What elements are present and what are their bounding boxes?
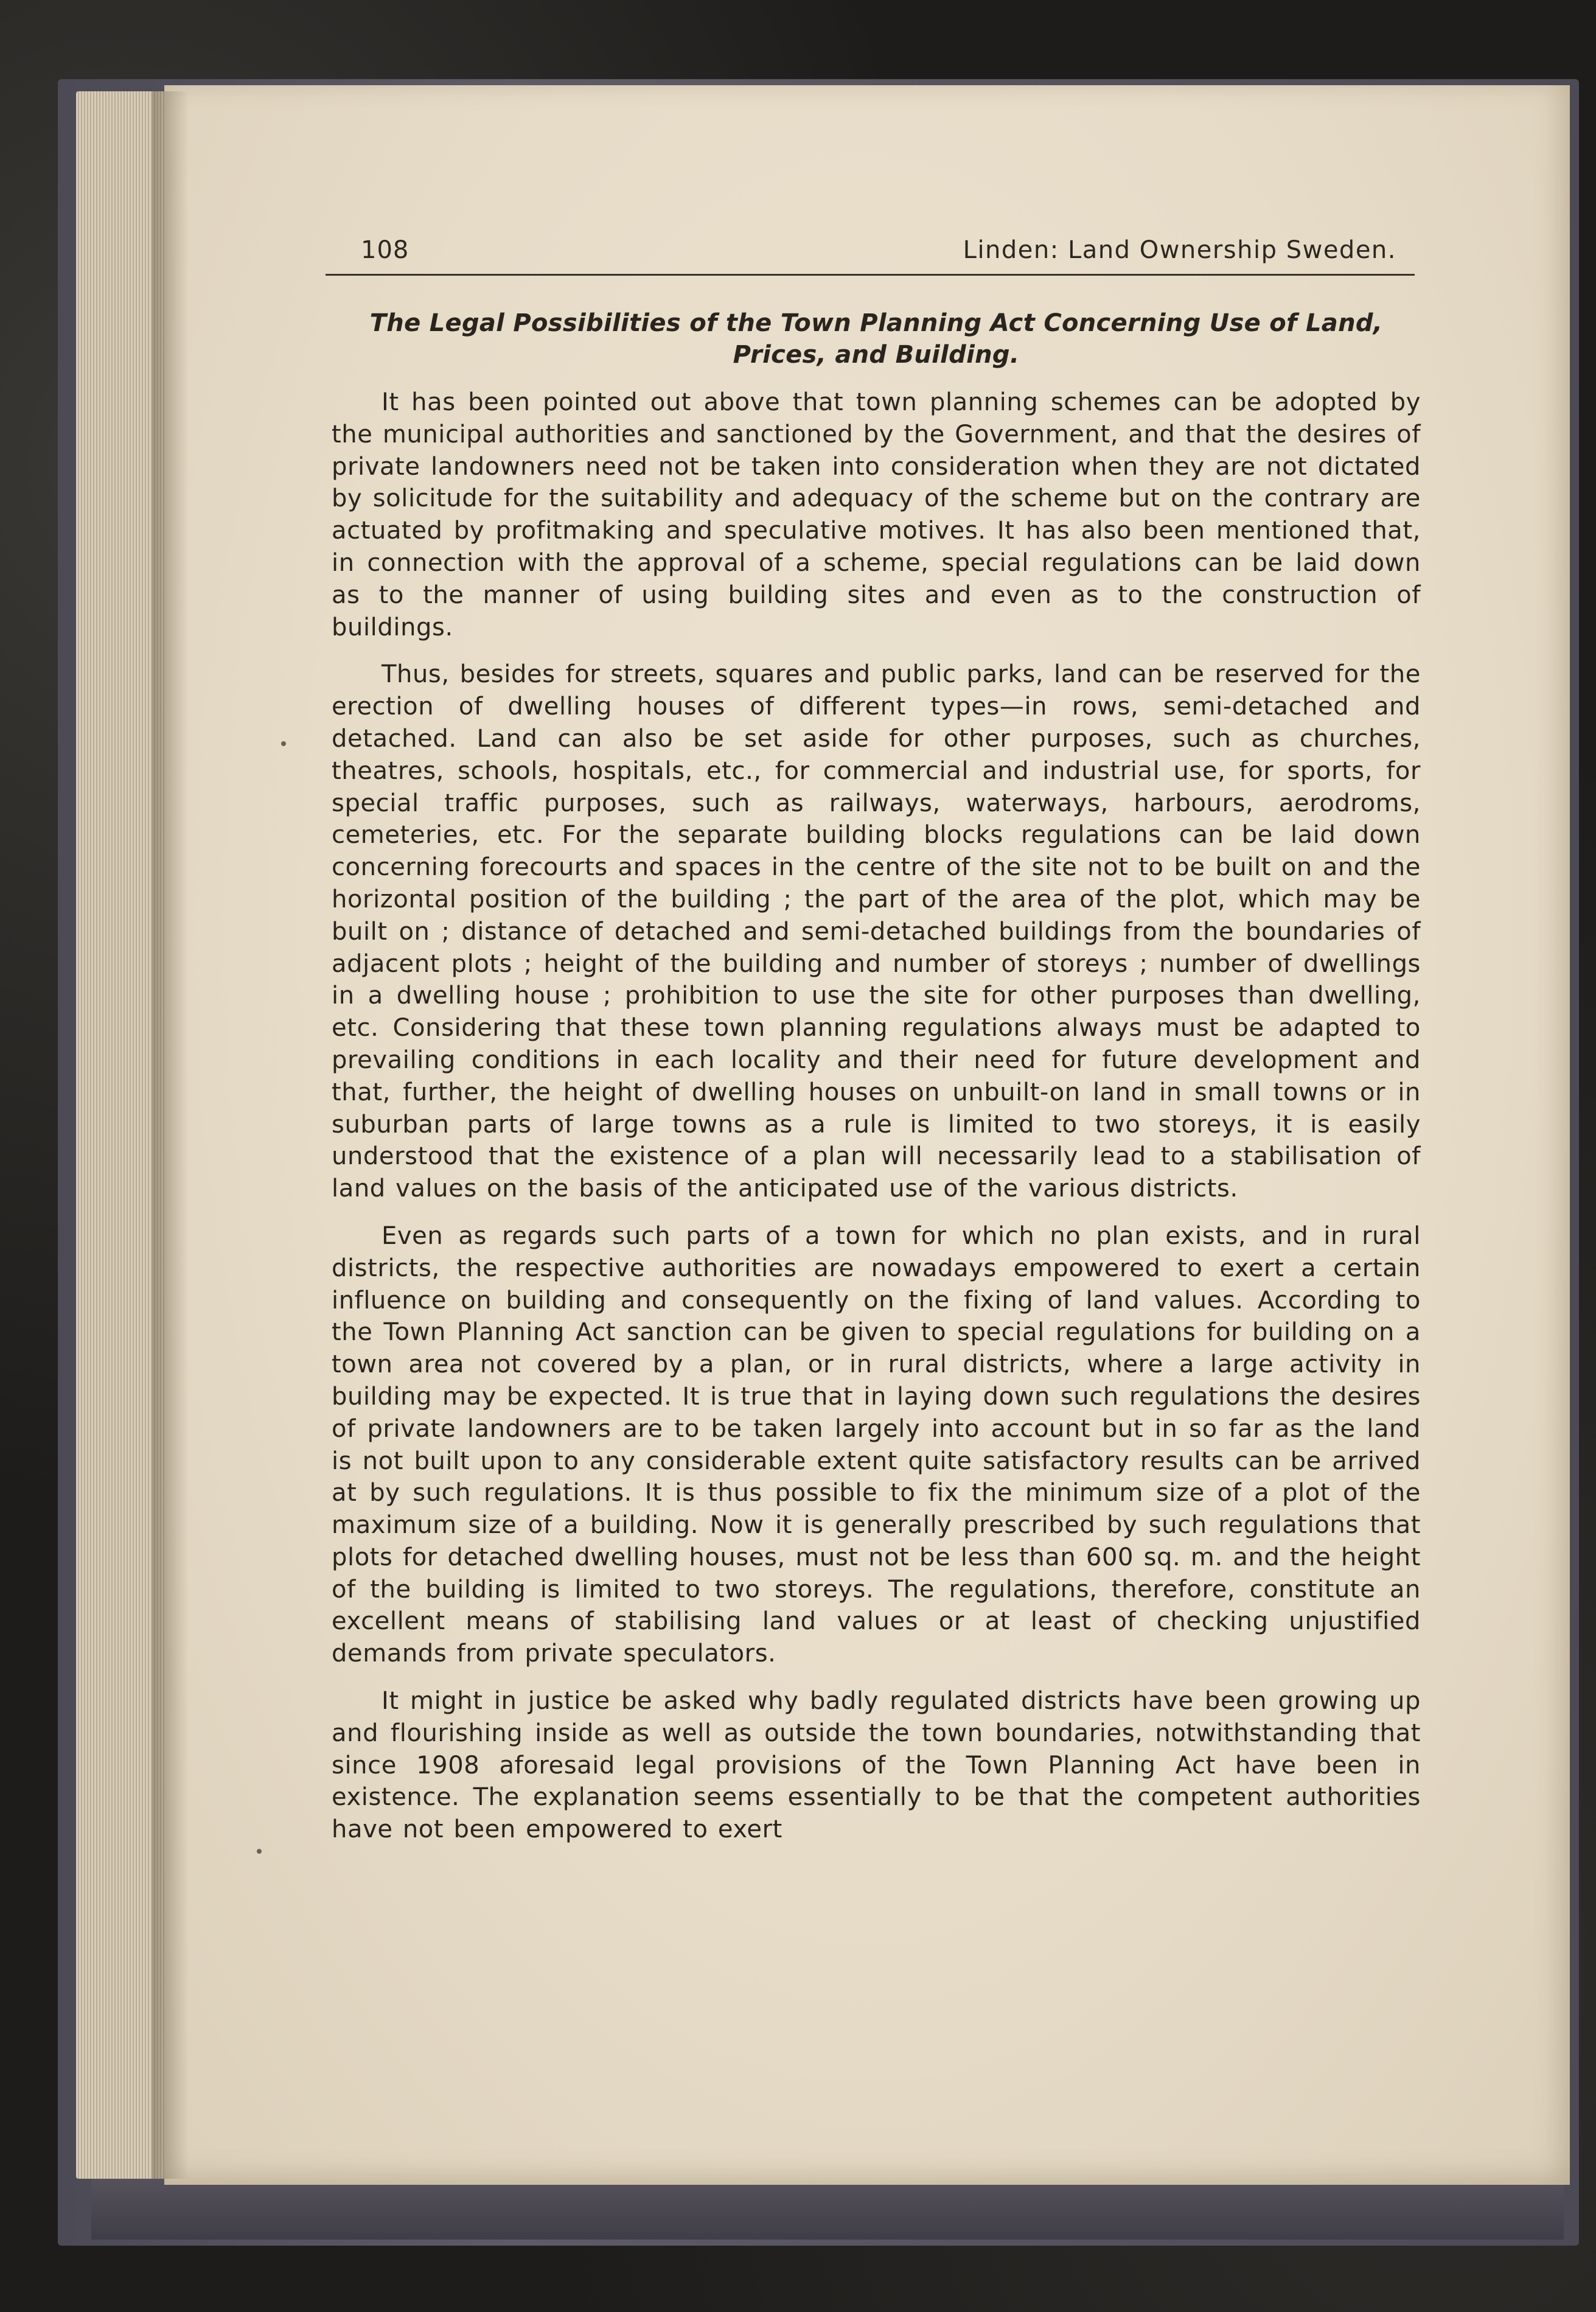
paragraph: Thus, besides for streets, squares and public parks, land can be reserved for the erection of dwelling houses of different types—in rows, semi-detached and detached. Land can also be set aside for other purposes, such as churches, theatres, schools, hospitals, etc., for commercial and industrial use, for sports, for special traffic purposes, such as railways, waterways, harbours, aerodroms, cemeteries, etc. For the separate building blocks regulations can be laid down concerning forecourts and spaces in the centre of the site not to be built on and the horizontal position of the building ; the part of the area of the plot, which may be built on ; distance of detached and semi-detached buildings from the boundaries of adjacent plots ; height of the building and number of storeys ; number of dwellings in a dwelling house ; prohibition to use the site for other purposes than dwelling, etc. Considering that these town planning regulations always must be adapted to prevailing conditions in each locality and their need for future development and that, further, the height of dwelling houses on unbuilt-on land in small towns or in suburban parts of large towns as a rule is limited to two storeys, it is easily understood that the existence of a plan will necessarily lead to a stabilisation of land values on the basis of the anticipated use of the various districts. — [332, 660, 1421, 1203]
margin-speck — [257, 1849, 262, 1854]
page-number: 108 — [361, 236, 409, 264]
paragraph: Even as regards such parts of a town for which no plan exists, and in rural districts, the respective authorities are nowadays empowered to exert a certain influence on building and consequently on the fixing of land values. According to the Town Planning Act sanction can be given to special regulations for building on a town area not covered by a plan, or in rural districts, where a large activity in building may be expected. It is true that in laying down such regulations the desires of private landowners are to be taken largely into account but in so far as the land is not built upon to any considerable extent quite satisfactory results can be arrived at by such regulations. It is thus possible to fix the minimum size of a plot of the maximum size of a building. Now it is generally prescribed by such regulations that plots for detached dwelling houses, must not be less than 600 sq. m. and the height of the building is limited to two storeys. The regulations, therefore, constitute an excellent means of stabilising land values or at least of checking unjustified demands from private speculators. — [332, 1221, 1421, 1668]
gutter-shadow — [152, 91, 189, 2179]
margin-speck — [281, 741, 286, 746]
section-heading: The Legal Possibilities of the Town Planning Act Concerning Use of Land, Prices, and Building. — [369, 309, 1383, 369]
paragraph: It has been pointed out above that town planning schemes can be adopted by the municipal authorities and sanctioned by the Government, and that the desires of private landowners need not be taken into consideration when they are not dictated by solicitude for the suitability and adequacy of the scheme but on the contrary are actuated by profitmaking and speculative motives. It has also been mentioned that, in connection with the approval of a scheme, special regulations can be laid down as to the manner of using building sites and even as to the construction of buildings. — [332, 388, 1421, 641]
text-body — [332, 307, 1421, 1846]
running-head — [326, 231, 1415, 276]
running-title: Linden: Land Ownership Sweden. — [963, 236, 1396, 264]
paragraph: It might in justice be asked why badly regulated districts have been growing up and flourishing inside as well as outside the town boundaries, notwithstanding that since 1908 aforesaid legal provisions of the Town Planning Act have been in existence. The explanation seems essentially to be that the competent authorities have not been empowered to exert — [332, 1687, 1421, 1844]
